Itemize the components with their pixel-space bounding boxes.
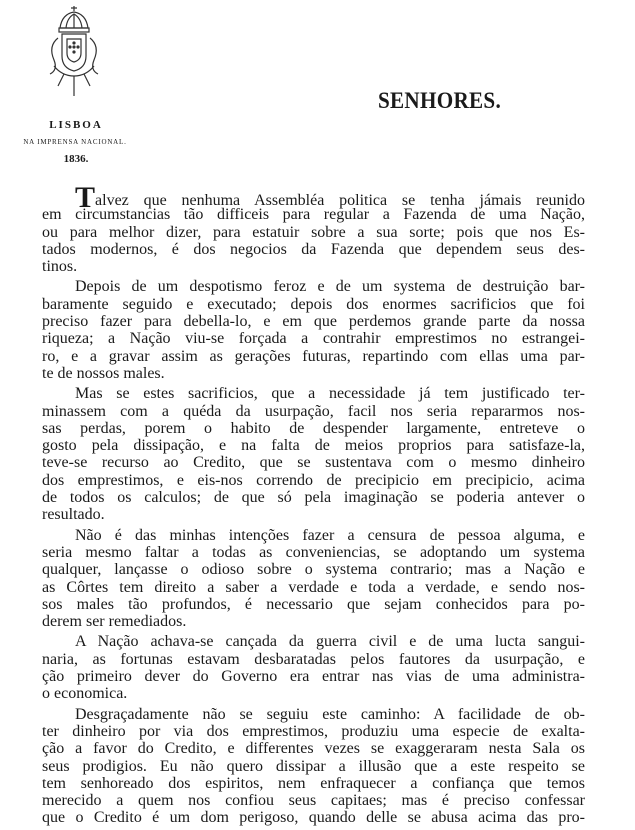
text-line [42,278,585,295]
text-line [42,313,585,330]
text-line [42,472,585,489]
text-line-content: preciso fazer para debella-lo, e em que perdemos grande parte da nossa [42,313,585,331]
text-line [42,758,585,775]
text-line-content: sos males tão profundos, é necessario que sejam conhecidos para po- [42,595,585,613]
text-line-content: te de nossos males. [42,364,165,382]
text-line-content: resultado. [42,506,105,524]
paragraph [42,527,585,631]
paragraph [42,385,585,523]
text-line [42,437,585,454]
text-line-content: baramente seguido e executado; depois dos enormes sacrificios que foi [42,295,585,313]
text-line [42,365,585,382]
paragraph [42,181,585,276]
text-line [42,723,585,740]
text-line [42,296,585,313]
royal-coat-of-arms-icon [44,4,104,98]
text-line-content: Mas se estes sacrificios, que a necessidade já tem justificado ter- [75,385,585,403]
text-line-content: derem ser remediados. [42,613,187,631]
text-line [42,651,585,668]
text-line-content: ção a favor do Credito, e differentes vezes se exaggeraram nesta Sala os [42,740,585,758]
text-line-content: ou para melhor dizer, para estatuir sobre a sua sorte; pois que nos Es- [42,223,585,241]
text-line [42,489,585,506]
text-line [42,506,585,523]
text-line-content: minassem com a quéda da usurpação, facil nos seria repararmos nos- [42,402,585,420]
text-line [42,181,585,214]
text-line-content: naria, as fortunas estavam desbaratadas pelos fautores da usurpação, e [42,650,585,668]
text-line-content: o economica. [42,685,128,703]
text-line [42,809,585,826]
text-line [42,258,585,275]
text-line-content: ro, e a gravar assim as gerações futuras, repartindo com ellas uma par- [42,347,585,365]
text-line-content: de todos os calculos; de que só pela imaginação se poderia antever o [42,489,585,507]
text-line [42,596,585,613]
text-line-content: seus prodigios. Eu não quero dissipar a illusão que a este respeito se [42,757,585,775]
text-line [42,775,585,792]
text-line [42,330,585,347]
text-line-content: Não é das minhas intenções fazer a censura de pessoa alguma, e [75,526,585,544]
text-line [42,420,585,437]
text-line [42,527,585,544]
paragraph [42,706,585,827]
text-line [42,224,585,241]
text-line-content: tados modernos, é dos negocios da Fazenda que dependem seus des- [42,240,585,258]
text-line-content: dos emprestimos, e eis-nos correndo de precipicio em precipicio, acima [42,471,585,489]
text-line [42,454,585,471]
text-line [42,685,585,702]
text-line-content: A Nação achava-se cançada da guerra civil e de uma lucta sangui- [75,633,585,651]
text-line [42,348,585,365]
text-line [42,544,585,561]
paragraph [42,633,585,702]
text-line [42,613,585,630]
text-line [42,706,585,723]
text-line-content: tem senhoreado dos espiritos, nem enfraquecer a confiança que temos [42,774,585,792]
text-line-content: as Côrtes tem direito a saber a verdade e toda a verdade, e sendo nos- [42,578,585,596]
text-line-content: que o Credito é um dom perigoso, quando delle se abusa acima das pro- [42,809,585,827]
text-line [42,241,585,258]
imprint-press: NA IMPRENSA NACIONAL. [23,138,127,146]
text-line [42,792,585,809]
text-line [42,403,585,420]
text-line-content: ter dinheiro por via dos emprestimos, produziu uma especie de exalta- [42,722,585,740]
imprint-year: 1836. [63,153,89,165]
document-body [42,181,585,830]
drop-cap: T [75,181,96,214]
text-line [42,561,585,578]
text-line [42,633,585,650]
text-line-content: em circumstancias tão difficeis para regular a Fazenda de uma Nação, [42,206,585,224]
page-title: SENHORES. [378,88,502,113]
text-line-content: sas perdas, porem o habito de despender largamente, entreteve o [42,419,585,437]
text-line-content: ção primeiro dever do Governo era entrar nas vias de uma administra- [42,668,585,686]
text-line [42,206,585,223]
text-line-content: qualquer, lançasse o odioso sobre o systema contrario; mas a Nação e [42,561,585,579]
text-line-content: seria mesmo faltar a todas as conveniencias, se adoptando um systema [42,543,585,561]
text-line-content: gosto pela dissipação, e na falta de meios proprios para satisfaze-la, [42,437,585,455]
text-line-content: Desgraçadamente não se seguiu este caminho: A facilidade de ob- [75,705,585,723]
text-line-content: tinos. [42,258,78,276]
text-line [42,385,585,402]
text-line [42,740,585,757]
text-line-content: merecido a quem nos confiou seus capitaes; mas é preciso confessar [42,792,585,810]
paragraph [42,278,585,382]
imprint-city: LISBOA [49,119,103,131]
text-line-content: alvez que nenhuma Assembléa politica se tenha jámais reunido [95,192,585,209]
text-line [42,668,585,685]
text-line-content: teve-se recurso ao Credito, que se sustentava com o mesmo dinheiro [42,454,585,472]
text-line [42,579,585,596]
text-line-content: riqueza; a Nação viu-se forçada a contrahir emprestimos no estrangei- [42,330,585,348]
text-line-content: Depois de um despotismo feroz e de um systema de destruição bar- [75,278,585,296]
